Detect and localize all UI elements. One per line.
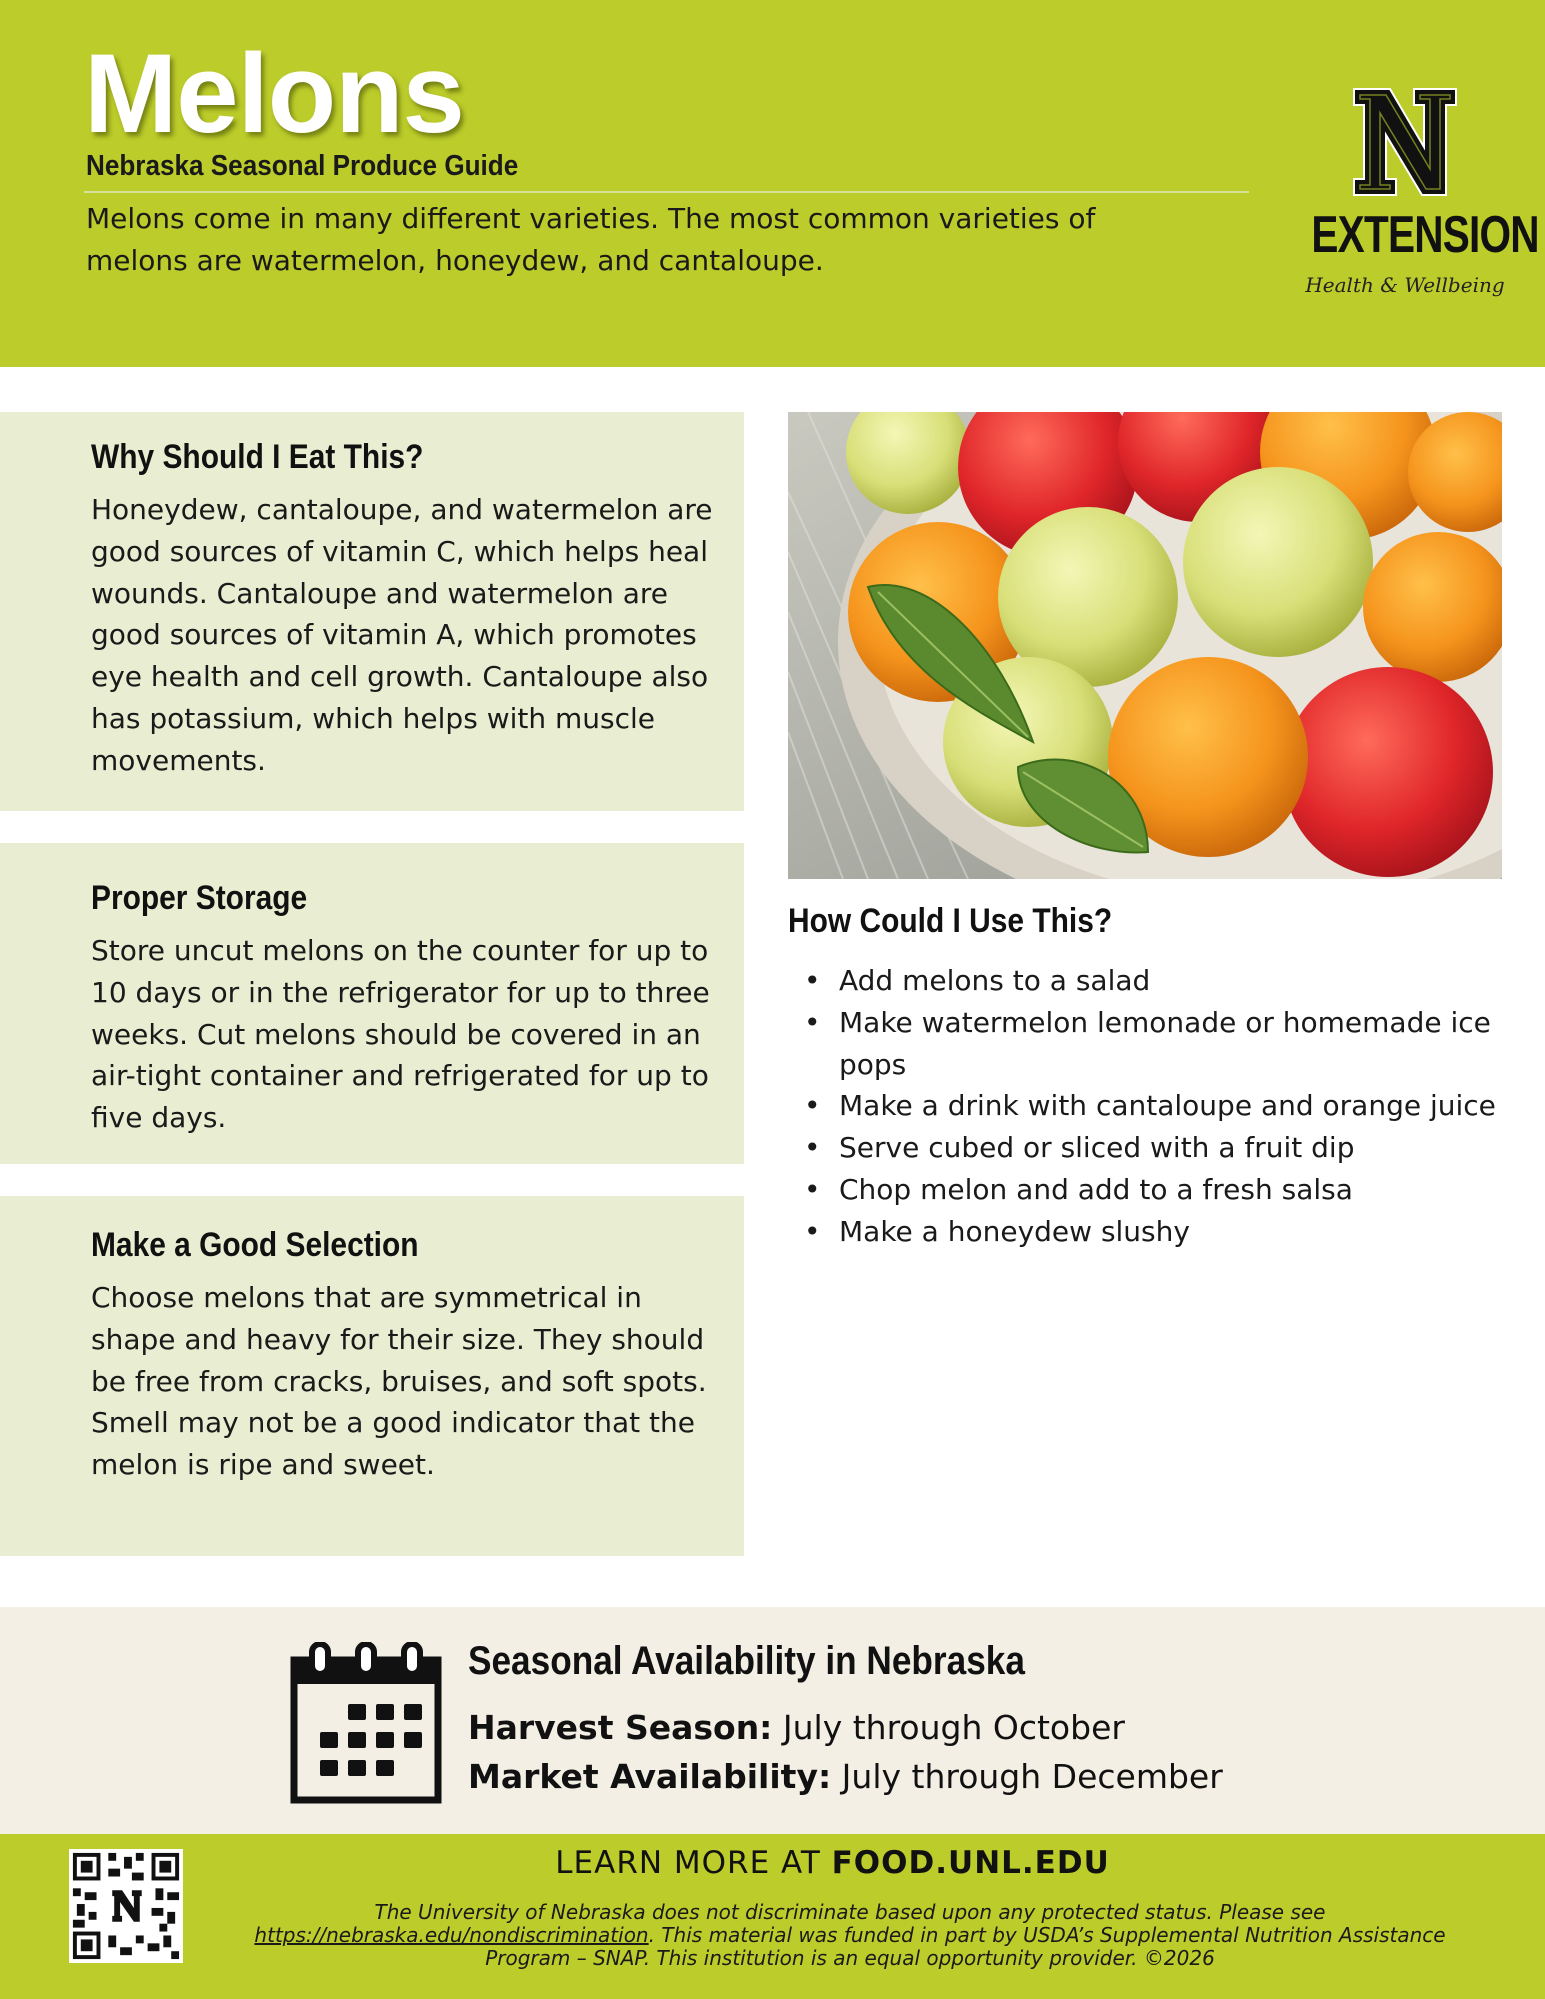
why-eat-panel (0, 412, 744, 811)
list-item: • Make a honeydew slushy (788, 1211, 1508, 1253)
storage-text: Store uncut melons on the counter for up to 10 days or in the refrigerator for up to three weeks. Cut melons should be covered in an air-tight container and refrigerated for up to five days. (91, 934, 710, 1135)
storage-panel (0, 843, 744, 1164)
nebraska-n-logo-icon (1350, 85, 1460, 199)
header-banner (0, 0, 1545, 367)
disclaimer-part-2: . This material was funded in part by USDA’s Supplemental Nutrition Assistance Program – SNAP. This institution is an equal opportunity provider. ©2026 (485, 1923, 1446, 1970)
storage-heading: Proper Storage (91, 879, 308, 917)
selection-panel (0, 1196, 744, 1556)
footer-banner (0, 1834, 1545, 1999)
list-item: • Add melons to a salad (788, 960, 1508, 1002)
intro-text: Melons come in many different varieties. The most common varieties of melons are watermelon, honeydew, and cantaloupe. (86, 202, 1096, 277)
learn-site-link[interactable]: FOOD.UNL.EDU (831, 1845, 1110, 1881)
page-subtitle: Nebraska Seasonal Produce Guide (86, 150, 519, 182)
list-item: • Serve cubed or sliced with a fruit dip (788, 1127, 1508, 1169)
melon-balls-illustration (788, 412, 1502, 879)
why-eat-heading: Why Should I Eat This? (91, 438, 424, 476)
list-item: • Make watermelon lemonade or homemade ice pops (788, 1002, 1508, 1086)
page-title: Melons (84, 31, 464, 156)
extension-logo (1285, 85, 1539, 305)
use-heading: How Could I Use This? (788, 902, 1113, 940)
harvest-value: July through October (782, 1708, 1125, 1747)
disclaimer-part-1: The University of Nebraska does not discriminate based upon any protected status. Please see (374, 1900, 1326, 1924)
list-item: • Make a drink with cantaloupe and orange juice (788, 1085, 1508, 1127)
use-list (788, 960, 1508, 1253)
header-divider (84, 191, 1249, 193)
market-value: July through December (841, 1757, 1223, 1796)
learn-more-line (0, 1845, 1545, 1881)
seasonal-availability-band (0, 1607, 1545, 1834)
calendar-icon (290, 1642, 442, 1804)
nondiscrimination-link[interactable]: https://nebraska.edu/nondiscrimination (254, 1923, 649, 1947)
harvest-season-line (468, 1708, 1125, 1747)
extension-tagline: Health & Wellbeing (1305, 273, 1505, 297)
market-availability-line (468, 1757, 1223, 1796)
learn-prefix: LEARN MORE AT (555, 1845, 821, 1881)
harvest-label: Harvest Season: (468, 1708, 773, 1747)
melon-bowl-photo (788, 412, 1502, 879)
extension-wordmark: EXTENSION (1311, 206, 1539, 264)
why-eat-text: Honeydew, cantaloupe, and watermelon are good sources of vitamin C, which helps heal wounds. Cantaloupe and watermelon are good sources of vitamin A, which promotes eye health and cell growth. Cantaloupe also has potassium, which helps with muscle movements. (91, 493, 713, 777)
disclaimer-text (240, 1901, 1460, 1970)
market-label: Market Availability: (468, 1757, 832, 1796)
list-item: • Chop melon and add to a fresh salsa (788, 1169, 1508, 1211)
selection-heading: Make a Good Selection (91, 1226, 419, 1264)
season-heading: Seasonal Availability in Nebraska (468, 1639, 1025, 1683)
selection-text: Choose melons that are symmetrical in shape and heavy for their size. They should be free from cracks, bruises, and soft spots. Smell may not be a good indicator that the melon is ripe and sweet. (91, 1281, 707, 1482)
